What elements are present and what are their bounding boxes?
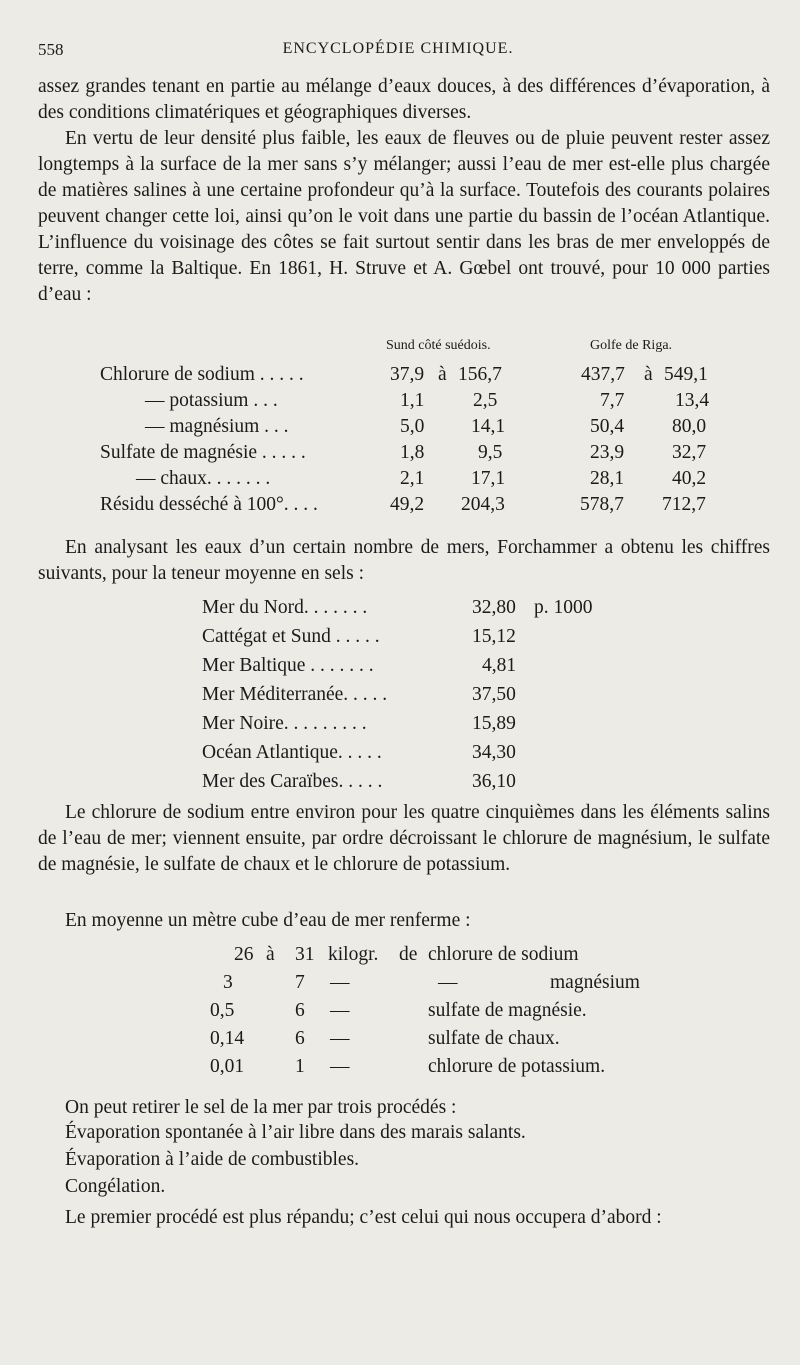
salt-name: sulfate de chaux. — [428, 1028, 560, 1049]
sund-min: 49,2 — [390, 494, 425, 515]
riga-sep: à — [644, 364, 653, 385]
sund-max: 14,1 — [471, 416, 506, 437]
amount-max: 6 — [295, 1000, 305, 1021]
salt-name: chlorure de sodium — [428, 944, 579, 965]
salt-value: 15,12 — [472, 626, 516, 647]
table-row — [38, 364, 768, 390]
col-header-sund: Sund côté suédois. — [386, 338, 491, 353]
table-row — [38, 944, 768, 972]
sea-name: Océan Atlantique. . . . . — [202, 742, 382, 763]
table-row — [38, 655, 768, 685]
row-label: Sulfate de magnésie . . . . . — [100, 442, 306, 463]
riga-max: 549,1 — [664, 364, 708, 385]
table-row — [38, 442, 768, 468]
ditto-dash: — — [330, 972, 350, 993]
sea-name: Mer Baltique . . . . . . . — [202, 655, 374, 676]
row-label: — potassium . . . — [145, 390, 278, 411]
amount-min: 0,01 — [210, 1056, 245, 1077]
paragraph-first-method: Le premier procédé est plus répandu; c’est celui qui nous occupera d’abord : — [65, 1207, 662, 1228]
riga-max: 40,2 — [672, 468, 707, 489]
row-label: Chlorure de sodium . . . . . — [100, 364, 304, 385]
salt-value: 36,10 — [472, 771, 516, 792]
table-row — [38, 1028, 768, 1056]
sund-max: 17,1 — [471, 468, 506, 489]
row-label: — chaux. . . . . . . — [136, 468, 271, 489]
ditto-dash: — — [330, 1056, 350, 1077]
sund-max: 204,3 — [461, 494, 505, 515]
salt-name: chlorure de potassium. — [428, 1056, 606, 1077]
table-row — [38, 390, 768, 416]
sea-name: Mer Méditerranée. . . . . — [202, 684, 388, 705]
amount-min: 0,14 — [210, 1028, 245, 1049]
salt-name: magnésium — [550, 972, 640, 993]
riga-min: 23,9 — [590, 442, 625, 463]
col-header-riga: Golfe de Riga. — [590, 338, 673, 353]
unit-label: p. 1000 — [534, 597, 593, 618]
method-item: Congélation. — [65, 1176, 166, 1197]
salt-value: 37,50 — [472, 684, 516, 705]
table-row — [38, 1000, 768, 1028]
riga-max: 32,7 — [672, 442, 707, 463]
row-label: — magnésium . . . — [145, 416, 289, 437]
table-row — [38, 597, 768, 627]
sund-max: 2,5 — [473, 390, 498, 411]
running-header — [38, 40, 758, 66]
unit: kilogr. — [328, 944, 379, 965]
table-row — [38, 713, 768, 743]
riga-max: 80,0 — [672, 416, 707, 437]
riga-min: 28,1 — [590, 468, 625, 489]
sea-name: Cattégat et Sund . . . . . — [202, 626, 380, 647]
amount-min: 3 — [223, 972, 233, 993]
sund-min: 5,0 — [400, 416, 425, 437]
ditto-dash: — — [330, 1028, 350, 1049]
salt-value: 15,89 — [472, 713, 516, 734]
table-row — [38, 771, 768, 801]
running-title: ENCYCLOPÉDIE CHIMIQUE. — [282, 40, 514, 57]
row-label: Résidu desséché à 100°. . . . — [100, 494, 318, 515]
table-row — [38, 1056, 768, 1084]
salt-value: 34,30 — [472, 742, 516, 763]
paragraph-forchammer: En analysant les eaux d’un certain nombre de mers, Forchammer a obtenu les chiffres suivants, pour la teneur moyenne en sels : — [38, 537, 770, 584]
ditto-dash: — — [330, 1000, 350, 1021]
amount-max: 7 — [295, 972, 305, 993]
amount-max: 31 — [295, 944, 315, 965]
riga-min: 437,7 — [581, 364, 625, 385]
sund-min: 1,8 — [400, 442, 425, 463]
riga-max: 13,4 — [675, 390, 710, 411]
amount-max: 1 — [295, 1056, 305, 1077]
sund-min: 2,1 — [400, 468, 425, 489]
riga-min: 7,7 — [600, 390, 625, 411]
paragraph-density: En vertu de leur densité plus faible, les eaux de fleuves ou de pluie peuvent rester assez longtemps à la surface de la mer sans s’y mélanger; aussi l’eau de mer est-elle plus chargée de matières salines à une certaine profondeur qu’à la surface. Toutefois des courants polaires peuvent changer cette loi, ainsi qu’on le voit dans une partie du bassin de l’océan Atlantique. L’influence du voisinage des côtes se fait surtout sentir dans les bras de mer enveloppés de terre, comme la Baltique. En 1861, H. Struve et A. Gœbel ont trouvé, pour 10 000 parties d’eau : — [38, 128, 770, 305]
sund-max: 9,5 — [478, 442, 503, 463]
sund-min: 1,1 — [400, 390, 425, 411]
paragraph-composition: Le chlorure de sodium entre environ pour les quatre cinquièmes dans les éléments salins de l’eau de mer; viennent ensuite, par ordre décroissant le chlorure de magnésium, le sulfate de magnésie, le sulfate de chaux et le chlorure de potassium. — [38, 802, 770, 875]
salt-name: sulfate de magnésie. — [428, 1000, 587, 1021]
sea-name: Mer des Caraïbes. . . . . — [202, 771, 383, 792]
riga-min: 578,7 — [580, 494, 624, 515]
sea-name: Mer du Nord. . . . . . . — [202, 597, 368, 618]
method-item: Évaporation à l’aide de combustibles. — [65, 1149, 360, 1170]
sund-max: 156,7 — [458, 364, 502, 385]
amount-max: 6 — [295, 1028, 305, 1049]
table-row — [38, 468, 768, 494]
table-row — [38, 626, 768, 656]
of-word: de — [399, 944, 418, 965]
paragraph-methods-intro: On peut retirer le sel de la mer par trois procédés : — [65, 1097, 457, 1118]
salt-value: 32,80 — [472, 597, 516, 618]
paragraph-continuation: assez grandes tenant en partie au mélange d’eaux douces, à des différences d’évaporation, à des conditions climatériques et géographiques diverses. — [38, 76, 770, 123]
amount-min: 0,5 — [210, 1000, 235, 1021]
table-row — [38, 416, 768, 442]
range-sep: à — [266, 944, 275, 965]
ditto-dash: — — [438, 972, 458, 993]
sea-name: Mer Noire. . . . . . . . . — [202, 713, 367, 734]
paragraph-cubic-meter: En moyenne un mètre cube d’eau de mer renferme : — [65, 910, 471, 931]
sund-sep: à — [438, 364, 447, 385]
amount-min: 26 — [234, 944, 254, 965]
riga-max: 712,7 — [662, 494, 706, 515]
table-row — [38, 972, 768, 1000]
method-item: Évaporation spontanée à l’air libre dans des marais salants. — [65, 1122, 526, 1143]
salt-value: 4,81 — [482, 655, 517, 676]
page-number: 558 — [38, 40, 64, 59]
table-row — [38, 494, 768, 520]
table-row — [38, 684, 768, 714]
table-row — [38, 742, 768, 772]
riga-min: 50,4 — [590, 416, 625, 437]
sund-min: 37,9 — [390, 364, 425, 385]
